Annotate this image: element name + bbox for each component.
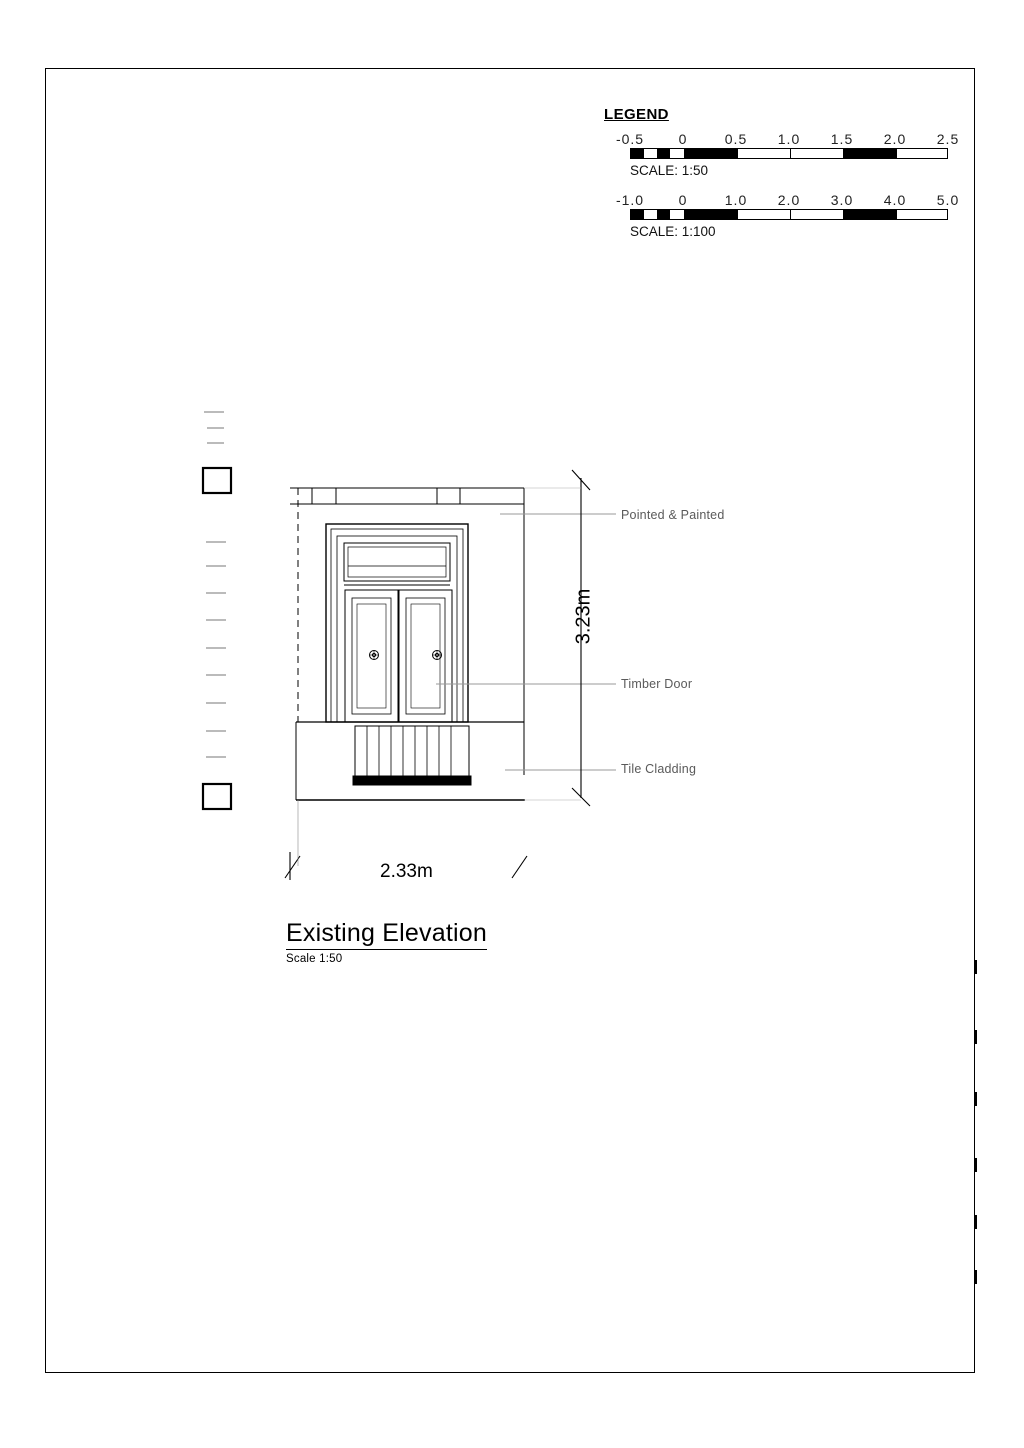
sheet-border [45,68,975,1373]
scale-tick-label: -0.5 [615,131,645,147]
scale-bar-1-50 [630,148,948,159]
scale-bar-segment [843,210,896,219]
scale-caption-1-100: SCALE: 1:100 [630,224,716,239]
scale-tick-label: 3.0 [830,192,854,208]
drawing-scale-note: Scale 1:50 [286,952,343,965]
scale-tick-label: 1.5 [830,131,854,147]
scale-tick-labels-1-50 [604,131,960,148]
scale-bar-tick [737,210,738,219]
edge-mark [975,1030,977,1044]
scale-bar-segment [657,149,670,158]
scale-tick-label: 2.0 [883,131,907,147]
scale-bar-group-1-50 [604,131,960,178]
scale-tick-labels-1-100 [604,192,960,209]
annotation-tile-cladding: Tile Cladding [621,762,697,776]
scale-tick-label: 4.0 [883,192,907,208]
edge-mark [975,960,977,974]
scale-caption-1-50: SCALE: 1:50 [630,163,709,178]
scale-tick-label: 2.5 [936,131,960,147]
scale-bar-tick [790,210,791,219]
scale-bar-tick [737,149,738,158]
scale-tick-label: 1.0 [724,192,748,208]
scale-tick-label: 0.5 [724,131,748,147]
drawing-title: Existing Elevation [286,919,487,950]
edge-mark [975,1215,977,1229]
legend [604,106,960,253]
scale-bar-tick [896,149,897,158]
scale-tick-label: -1.0 [615,192,645,208]
scale-bar-segment [684,210,737,219]
scale-bar-group-1-100 [604,192,960,239]
scale-bar-segment [631,149,644,158]
dimension-label-width: 2.33m [380,861,433,882]
scale-tick-label: 2.0 [777,192,801,208]
scale-tick-label: 1.0 [777,131,801,147]
scale-tick-label: 0 [678,131,688,147]
annotation-timber-door: Timber Door [621,677,693,691]
scale-bar-segment [843,149,896,158]
annotation-pointed-and-painted: Pointed & Painted [621,508,725,522]
scale-bar-1-100 [630,209,948,220]
scale-tick-label: 0 [678,192,688,208]
edge-mark [975,1092,977,1106]
title-block [286,919,487,965]
edge-mark [975,1270,977,1284]
scale-bar-segment [631,210,644,219]
dimension-label-height: 3.23m [572,588,595,645]
scale-tick-label: 5.0 [936,192,960,208]
scale-bar-segment [657,210,670,219]
scale-bar-segment [684,149,737,158]
legend-title: LEGEND [604,106,669,123]
edge-mark [975,1158,977,1172]
scale-bar-tick [790,149,791,158]
scale-bar-tick [896,210,897,219]
